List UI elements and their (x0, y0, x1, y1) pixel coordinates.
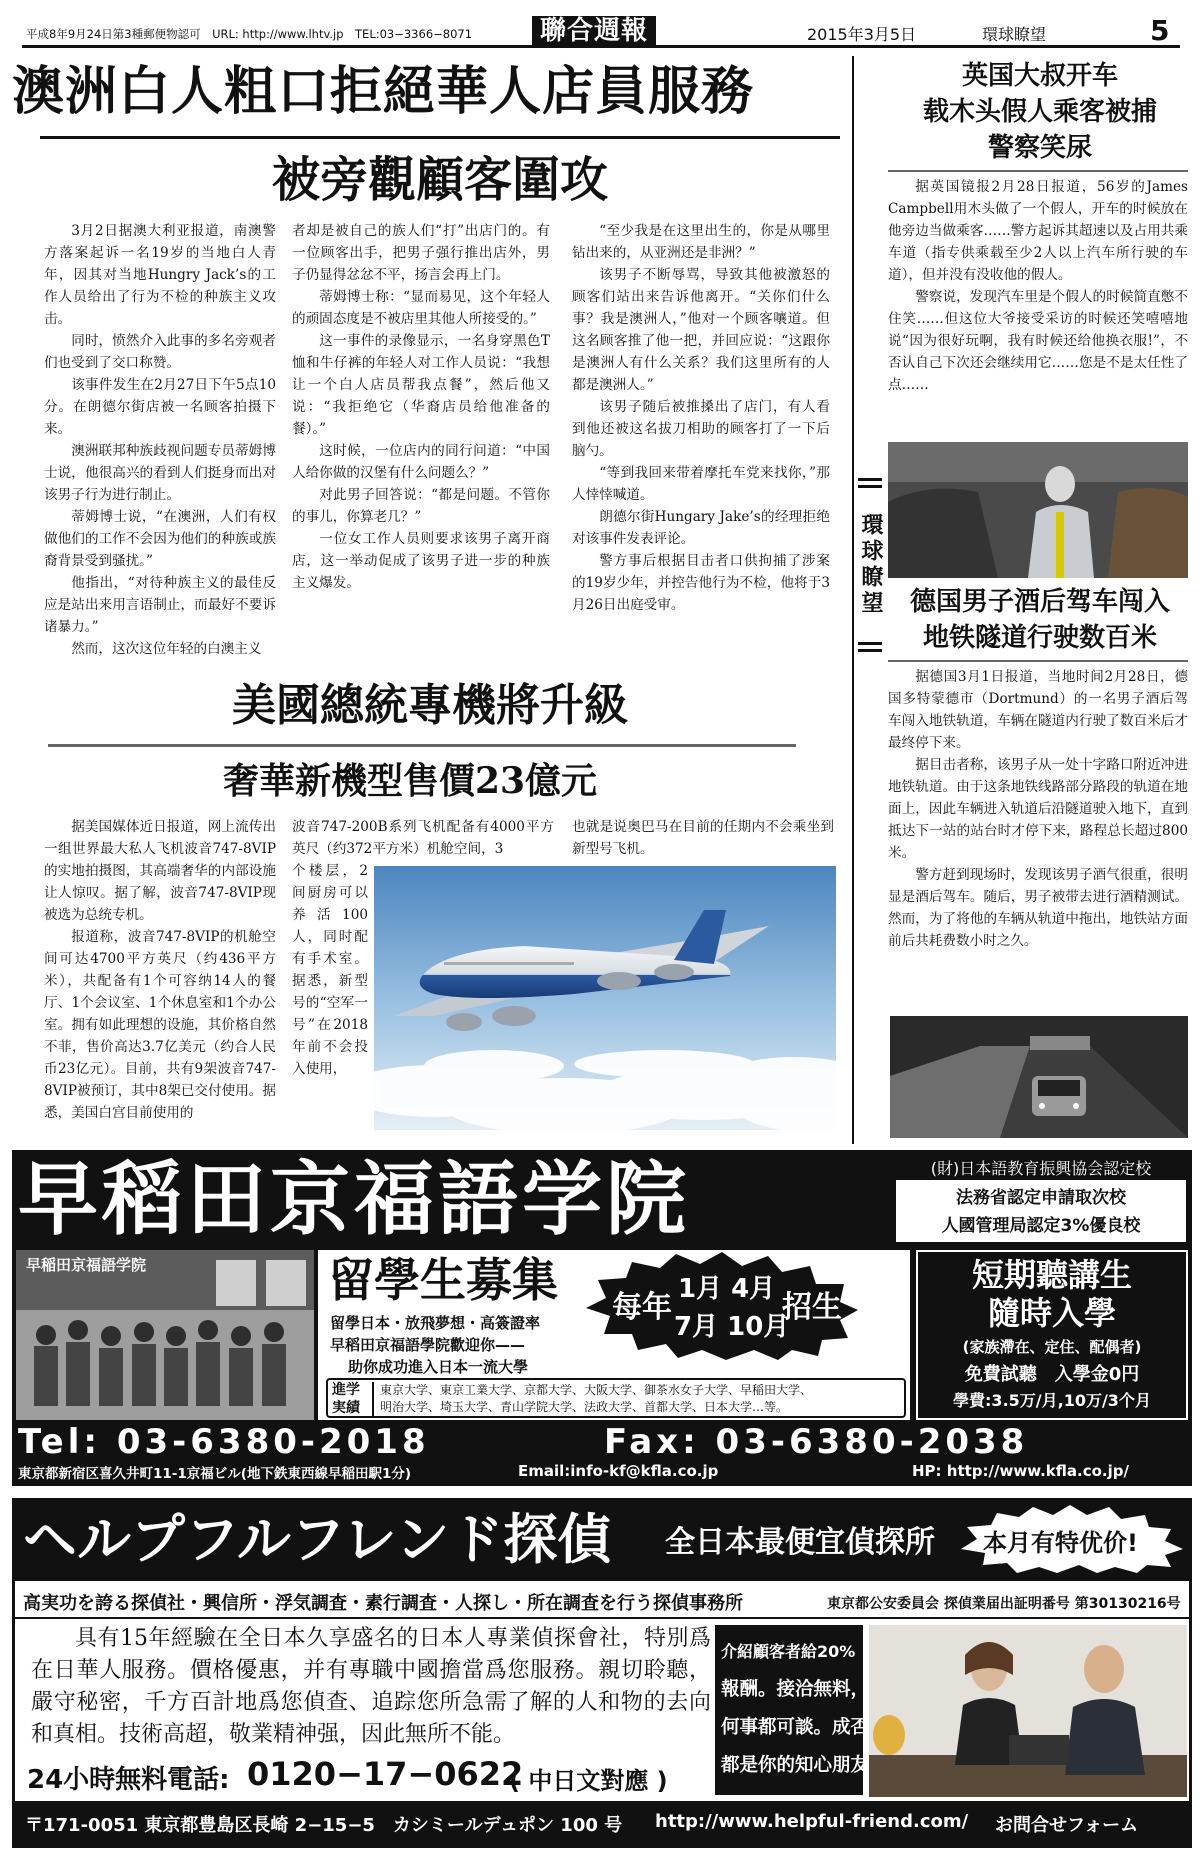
promo-box (715, 1625, 870, 1795)
article1-column-3 (572, 220, 830, 660)
school-cert-box (896, 1180, 1186, 1242)
masthead-logo: 聯合週報 (532, 16, 656, 46)
sidebar-article1-body (888, 176, 1188, 436)
paragraph: 警察说，发现汽车里是个假人的时候简直憋不住笑……但这位大爷接受采访的时候还笑嘻嘻地说“因为很好玩啊，我有时候还给他换衣服!”，不否认自己下次还会继续用它……您是不是太任性了点…… (888, 289, 1188, 393)
page-number: 5 (1150, 14, 1170, 47)
article2-column-2-narrow: 个楼层，2间厨房可以养活100人，同时配有手术室。据悉，新型号的“空军一号”在2018年前不会投入使用， (292, 863, 368, 1077)
detective-divider (15, 1617, 1189, 1619)
ad-detective-agency (12, 1498, 1192, 1848)
headline-line: 德国男子酒后驾车闯入 (909, 587, 1170, 617)
section-tag: 環球瞭望 (858, 513, 884, 617)
enrollment-burst (586, 1252, 858, 1360)
paragraph: 据目击者称，该男子从一处十字路口附近冲进地铁轨道。由于这条地铁线路部分路段的轨道在地面上，因此车辆进入轨道后沿隧道驶入地下，直到抵达下一站的站台时才停下来，路程总长超过800米。 (888, 757, 1188, 861)
ad-language-school (12, 1150, 1192, 1486)
school-cert-2b: 人國管理局認定3%優良校 (941, 1216, 1141, 1236)
slogan-3: 助你成功進入日本一流大學 (348, 1358, 529, 1376)
article2-column-3-top: 也就是说奥巴马在目前的任期内不会乘坐到新型号飞机。 (572, 819, 834, 857)
results-divider (372, 1382, 374, 1416)
photo-caption: 早稲田京福語学院 (26, 1256, 147, 1274)
fee-line-1: 免費試聽 入學金0円 (964, 1364, 1140, 1385)
car-interior-illustration (888, 442, 1188, 578)
agency-address: 〒171-0051 東京都豊島区長崎 2−15−5 カシミールデュポン 100 号 (25, 1815, 623, 1836)
recruit-panel (318, 1250, 910, 1420)
promo-line: 都是你的知心朋友 (721, 1755, 870, 1776)
paragraph: 报道称，波音747-8VIP的机舱空间可达4700平方英尺（约436平方米），共配备有1个可容纳14人的餐厅、1个会议室、1个休息室和1个办公室。拥有如此理想的设施，其价格自然不菲，售价高达3.7亿美元（约合人民币23亿元）。目前，共有9架波音747-8VIP被预订，其中8架已交付使用。据悉，美国白宫目前使用的 (44, 929, 276, 1121)
article1-column-1 (44, 220, 276, 660)
hotline-note: ( 中日文對應 ) (509, 1767, 668, 1795)
paragraph: 对此男子回答说：“都是问题。不管你的事儿，你算老几？” (292, 487, 550, 525)
detective-description: 具有15年經驗在全日本久享盛名的日本人專業偵探會社，特別爲在日華人服務。價格優惠，并有專職中國擔當爲您服務。親切聆聽，嚴守秘密，千方百計地爲您偵查、追踪您所急需了解的人和物的去向和真相。技術高超，敬業精神强，因此無所不能。 (31, 1626, 711, 1747)
paragraph: 据英国镜报2月28日报道，56岁的James Campbell用木头做了一个假人，开车的时候放在他旁边当做乘客……警方起诉其超速以及占用共乘车道（指专供乘载至少2人以上汽车所行驶的车道），但并没有没收他的假人。 (888, 179, 1188, 283)
headline-line: 载木头假人乘客被捕 (922, 97, 1157, 127)
paragraph: 朗德尔街Hungary Jake’s的经理拒绝对该事件发表评论。 (572, 509, 830, 547)
paragraph: 据美国媒体近日报道，网上流传出一组世界最大私人飞机波音747-8VIP的实地拍摄图，其高端奢华的内部设施让人惊叹。据了解，波音747-8VIP现被选为总统专机。 (44, 819, 276, 923)
headline-line: 地铁隧道行驶数百米 (922, 623, 1157, 653)
results-label-line: 実績 (332, 1400, 360, 1416)
school-name: 早稻田京福語学院 (18, 1154, 690, 1246)
school-email[interactable]: Email:info-kf@kfla.co.jp (518, 1462, 719, 1480)
paragraph: 者却是被自己的族人们“打”出店门的。有一位顾客出手，把男子强行推出店外，男子仍显得忿忿不平，扬言会再上门。 (292, 223, 550, 283)
subway-tunnel-illustration (890, 1016, 1188, 1138)
article2-column-1 (44, 816, 276, 1132)
short-term-2: 隨時入學 (987, 1294, 1116, 1332)
students-photo (16, 1250, 314, 1420)
short-term-panel (916, 1250, 1188, 1420)
slogan-1: 留學日本・放飛夢想・高簽證率 (330, 1314, 541, 1332)
school-fax: Fax: 03-6380-2038 (604, 1422, 1029, 1462)
paragraph: 该事件发生在2月27日下午5点10分。在朗德尔街店被一名顾客拍摄下来。 (44, 377, 276, 437)
paragraph: “至少我是在这里出生的，你是从哪里钻出来的，从亚洲还是非洲？” (572, 223, 830, 261)
agency-name: ヘルプフルフレンド探偵 (23, 1508, 612, 1571)
masthead-meta: 平成8年9月24日第3種郵便物認可 URL: http://www.lhtv.jp TEL:03−3366−8071 (26, 27, 473, 41)
article2-subhead: 奢華新機型售價23億元 (222, 760, 598, 802)
subway-tunnel-photo (890, 1016, 1188, 1138)
paragraph: 然而，这次这位年轻的白澳主义 (71, 641, 262, 657)
tag-ornament-bottom (858, 642, 882, 652)
column-divider (852, 56, 854, 1144)
results-line-2: 明治大学、埼玉大学、青山学院大学、法政大学、首都大学、日本大学…等。 (380, 1400, 789, 1414)
article1-headline: 澳洲白人粗口拒絕華人店員服務 (12, 62, 755, 122)
paragraph: 蒂姆博士说，“在澳洲，人们有权做他们的工作不会因为他们的种族或族裔背景受到骚扰。” (44, 509, 276, 569)
results-label-line: 進学 (332, 1382, 360, 1398)
agency-url[interactable]: http://www.helpful-friend.com/ (655, 1811, 969, 1832)
paragraph: 据德国3月1日报道，当地时间2月28日，德国多特蒙德市（Dortmund）的一名男子酒后驾车闯入地铁轨道，车辆在隧道内行驶了数百米后才最终停下来。 (888, 669, 1188, 751)
paragraph: 该男子随后被推搡出了店门，有人看到他还被这名拔刀相助的顾客打了一下后脑勺。 (572, 399, 830, 459)
airplane-photo (374, 866, 836, 1130)
paragraph: 警方赶到现场时，发现该男子酒气很重，很明显是酒后驾车。随后，男子被带去进行酒精测试。然而，为了将他的车辆从轨道中拖出，地铁站方面前后共耗费数小时之久。 (888, 867, 1188, 949)
school-tel: Tel: 03-6380-2018 (18, 1422, 430, 1462)
school-homepage[interactable]: HP: http://www.kfla.co.jp/ (912, 1462, 1129, 1480)
results-line-1: 東京大学、東京工業大学、京都大学、大阪大学、御茶水女子大学、早稲田大学、 (380, 1383, 813, 1397)
sidebar-article1-headline (888, 58, 1192, 166)
sidebar-article2-body (888, 666, 1188, 1012)
results-label (332, 1381, 360, 1417)
paragraph: 澳洲联邦种族歧视问题专员蒂姆博士说，他很高兴的看到人们挺身而出对该男子行为进行制止。 (44, 443, 276, 503)
dummy-passenger-photo (888, 442, 1188, 578)
enroll-months-1: 1月 4月 (678, 1274, 776, 1304)
paragraph: 蒂姆博士称：“显而易见，这个年轻人的顽固态度是不被店里其他人所接受的。” (292, 289, 550, 327)
paragraph: 这一事件的录像显示，一名身穿黑色T恤和牛仔裤的年轻人对工作人员说：“我想让一个白人店员帮我点餐”，然后他又说：“我拒绝它（华裔店员给他准备的餐）。” (292, 333, 550, 437)
article1-rule (40, 136, 840, 139)
tag-ornament-top (858, 478, 882, 488)
article2-rule (48, 744, 796, 747)
services-line: 高実功を誇る探偵社・興信所・浮気調査・素行調査・人探し・所在調査を行う探偵事務所 (23, 1593, 743, 1614)
paragraph: 警方事后根据目击者口供拘捕了涉案的19岁少年，并控告他行为不检，他将于3月26日出庭受审。 (572, 553, 830, 613)
article2-column-2-top: 波音747-200B系列飞机配备有4000平方英尺（约372平方米）机舱空间，3 (292, 819, 554, 857)
license-number: 東京都公安委員会 探偵業届出証明番号 第30130216号 (827, 1596, 1181, 1612)
staff-meeting-illustration (869, 1625, 1187, 1797)
hotline-number[interactable]: 0120−17−0622 (247, 1755, 524, 1793)
hotline-label: 24小時無料電話: (27, 1765, 230, 1795)
paragraph: “等到我回来带着摩托车党来找你，”那人悻悻喊道。 (572, 465, 830, 503)
article1-subhead: 被旁觀顧客圍攻 (271, 152, 608, 208)
headline-line: 英国大叔开车 (961, 61, 1118, 91)
issue-date: 2015年3月5日 (807, 25, 917, 44)
school-cert-2a: 法務省認定申請取次校 (956, 1188, 1126, 1208)
school-address: 東京都新宿区喜久井町11-1京福ビル(地下鉄東西線早稲田駅1分) (18, 1466, 412, 1482)
article2-headline: 美國總統專機將升級 (232, 680, 628, 731)
cheapest-tagline: 全日本最便宜偵探所 (665, 1525, 935, 1560)
agency-staff-photo (869, 1625, 1187, 1797)
article1-column-2 (292, 220, 550, 660)
students-group-illustration (16, 1250, 314, 1420)
masthead (22, 16, 1180, 48)
enroll-suffix: 招生 (782, 1290, 842, 1325)
special-offer-burst (957, 1505, 1183, 1573)
section-name: 環球瞭望 (982, 25, 1047, 44)
sidebar-article2-headline (888, 584, 1192, 656)
enroll-months-2: 7月 10月 (674, 1312, 790, 1342)
promo-line: 介紹顧客者給20% (721, 1642, 856, 1661)
paragraph: 一位女工作人员则要求该男子离开商店，这一举动促成了该男子进一步的种族主义爆发。 (292, 531, 550, 591)
sidebar-article2-rule (888, 660, 1188, 662)
promo-text (715, 1625, 870, 1793)
paragraph: 3月2日据澳大利亚报道，南澳警方落案起诉一名19岁的当地白人青年，因其对当地Hungry Jack’s的工作人员给出了行为不检的种族主义攻击。 (44, 223, 276, 327)
short-term-1: 短期聽講生 (971, 1256, 1132, 1294)
results-box (326, 1378, 906, 1418)
contact-form-link[interactable]: お問合せフォーム (995, 1815, 1139, 1836)
paragraph: 这时候，一位店内的同行问道：“中国人给你做的汉堡有什么问题么？” (292, 443, 550, 481)
boeing-747-illustration (374, 866, 836, 1130)
sidebar-article1-rule (888, 170, 1188, 172)
slogan-2: 早稻田京福語學院歡迎你—— (330, 1336, 526, 1354)
headline-line: 警察笑尿 (987, 133, 1092, 163)
promo-line: 何事都可談。成否 (721, 1717, 870, 1738)
recruit-heading: 留學生募集 (328, 1253, 558, 1307)
fee-line-2: 學費:3.5万/月,10万/3个月 (953, 1391, 1151, 1410)
promo-line: 報酬。接洽無料， (721, 1679, 870, 1700)
enroll-prefix: 每年 (612, 1290, 672, 1325)
short-term-3: (家族滯在、定住、配偶者) (962, 1338, 1142, 1356)
paragraph: 同时，愤然介入此事的多名旁观者们也受到了交口称赞。 (44, 333, 276, 371)
school-cert-1: (財)日本語教育振興協会認定校 (930, 1159, 1152, 1178)
paragraph: 他指出，“对待种族主义的最佳反应是站出来用言语制止，而最好不要诉诸暴力。” (44, 575, 276, 635)
special-offer: 本月有特优价! (983, 1529, 1138, 1557)
paragraph: 该男子不断辱骂，导致其他被激怒的顾客们站出来告诉他离开。“关你们什么事？我是澳洲人，”他对一个顾客嚷道。但这名顾客推了他一把，并回应说：“这跟你是澳洲人有什么关系？我们这里所有的人都是澳洲人。” (572, 267, 830, 393)
